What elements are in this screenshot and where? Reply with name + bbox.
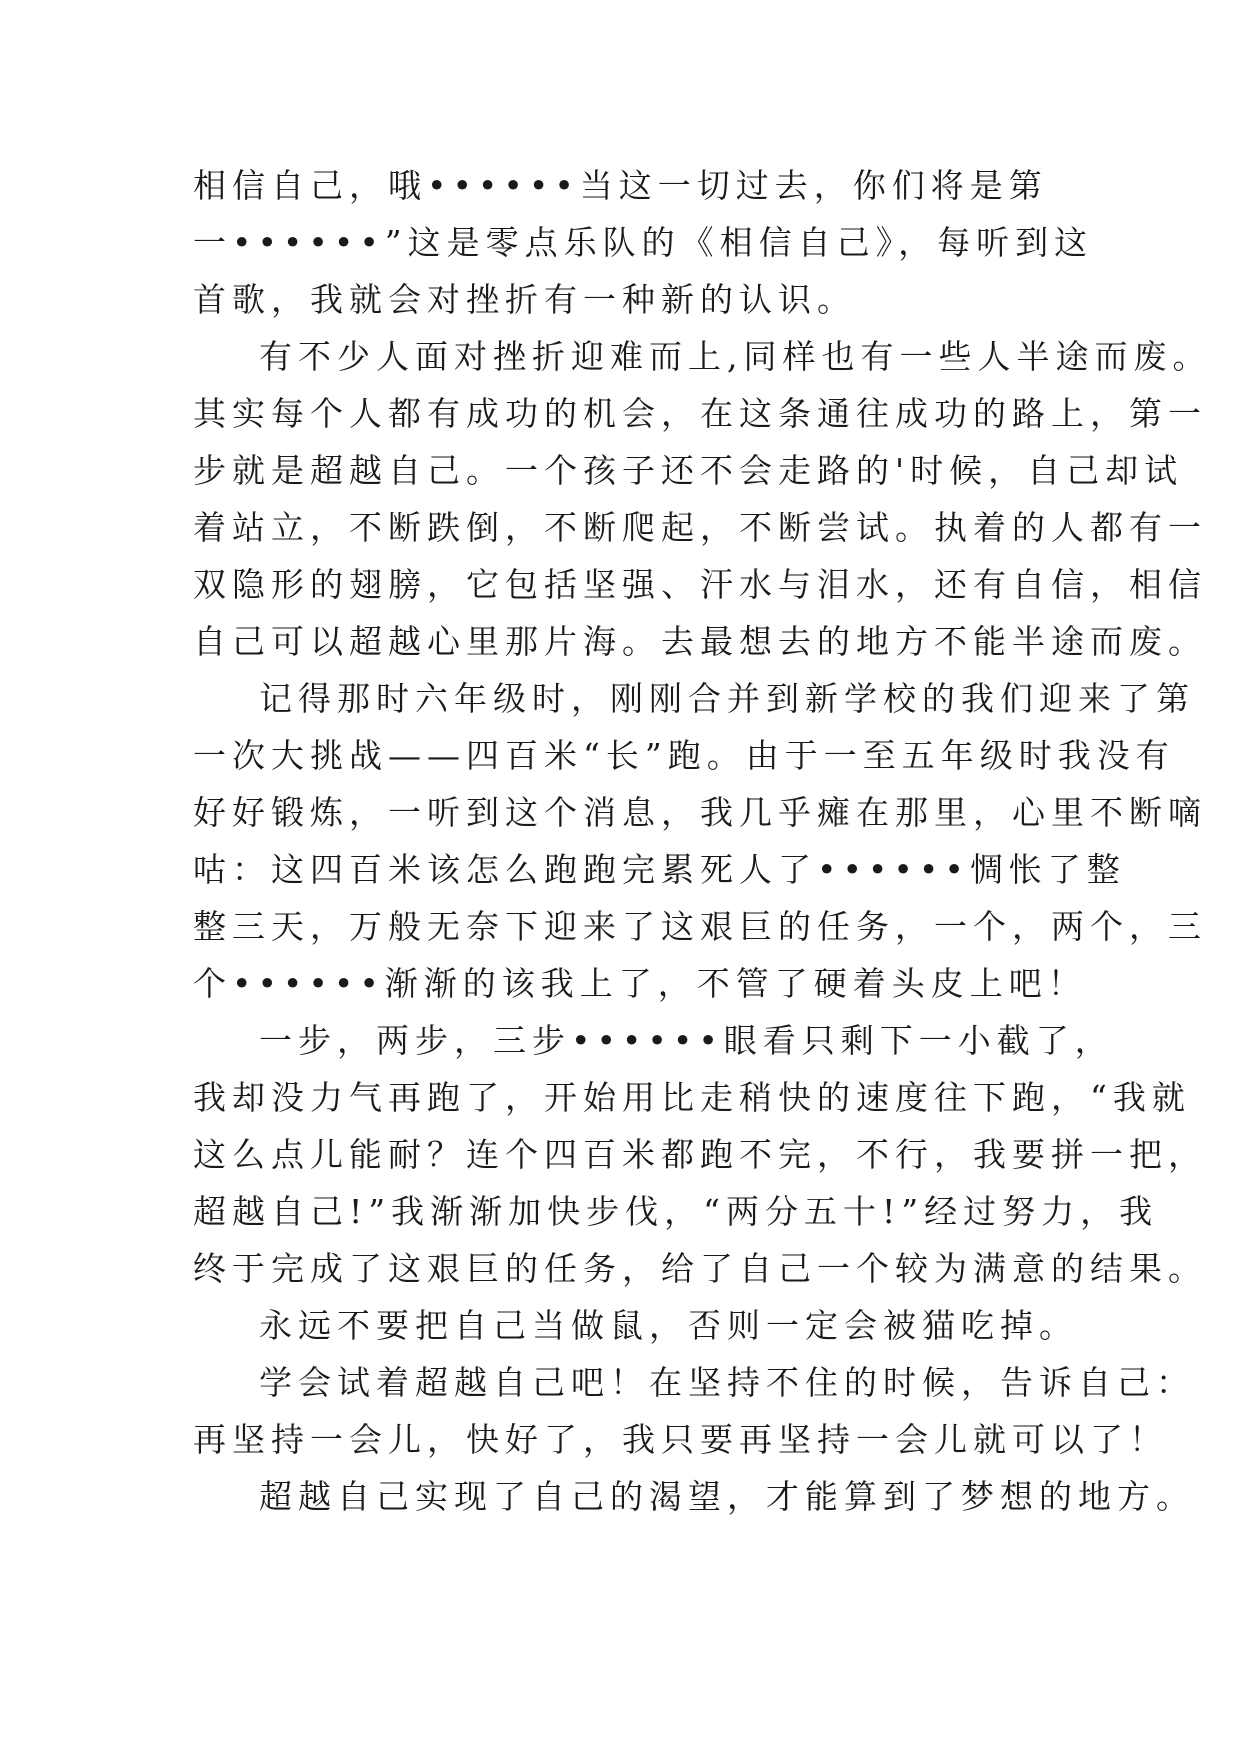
text-line: 步就是超越自己。一个孩子还不会走路的'时候，自己却试: [193, 451, 1184, 490]
text-line: 咕：这四百米该怎么跑跑完累死人了••••••惆怅了整: [193, 850, 1126, 889]
paragraph-first-line: 一步，两步，三步••••••眼看只剩下一小截了，: [259, 1021, 1114, 1060]
text-line: 其实每个人都有成功的机会，在这条通往成功的路上，第一: [193, 394, 1207, 433]
paragraph-first-line: 有不少人面对挫折迎难而上,同样也有一些人半途而废。: [259, 337, 1212, 376]
text-line: 一次大挑战——四百米“长”跑。由于一至五年级时我没有: [193, 736, 1175, 775]
paragraph-first-line: 记得那时六年级时，刚刚合并到新学校的我们迎来了第: [259, 679, 1195, 718]
text-line: 首歌，我就会对挫折有一种新的认识。: [193, 280, 856, 319]
text-line: 终于完成了这艰巨的任务，给了自己一个较为满意的结果。: [193, 1249, 1207, 1288]
text-line: 我却没力气再跑了，开始用比走稍快的速度往下跑，“我就: [193, 1078, 1191, 1117]
text-line: 整三天，万般无奈下迎来了这艰巨的任务，一个，两个，三: [193, 907, 1207, 946]
text-line: 个••••••渐渐的该我上了，不管了硬着头皮上吧！: [193, 964, 1087, 1003]
text-line: 自己可以超越心里那片海。去最想去的地方不能半途而废。: [193, 622, 1207, 661]
paragraph-first-line: 超越自己实现了自己的渴望，才能算到了梦想的地方。: [259, 1477, 1195, 1516]
paragraph-first-line: 学会试着超越自己吧！在坚持不住的时候，告诉自己：: [259, 1363, 1195, 1402]
text-line: 双隐形的翅膀，它包括坚强、汗水与泪水，还有自信，相信: [193, 565, 1207, 604]
text-line: 着站立，不断跌倒，不断爬起，不断尝试。执着的人都有一: [193, 508, 1207, 547]
text-line: 再坚持一会儿，快好了，我只要再坚持一会儿就可以了！: [193, 1420, 1168, 1459]
text-line: 相信自己，哦••••••当这一切过去，你们将是第: [193, 166, 1048, 205]
text-line: 超越自己!”我渐渐加快步伐，“两分五十!”经过努力，我: [193, 1192, 1159, 1231]
text-line: 这么点儿能耐？连个四百米都跑不完，不行，我要拼一把，: [193, 1135, 1207, 1174]
paragraph-first-line: 永远不要把自己当做鼠，否则一定会被猫吃掉。: [259, 1306, 1078, 1345]
text-line: 好好锻炼，一听到这个消息，我几乎瘫在那里，心里不断嘀: [193, 793, 1207, 832]
text-line: 一••••••”这是零点乐队的《相信自己》，每听到这: [193, 223, 1094, 262]
